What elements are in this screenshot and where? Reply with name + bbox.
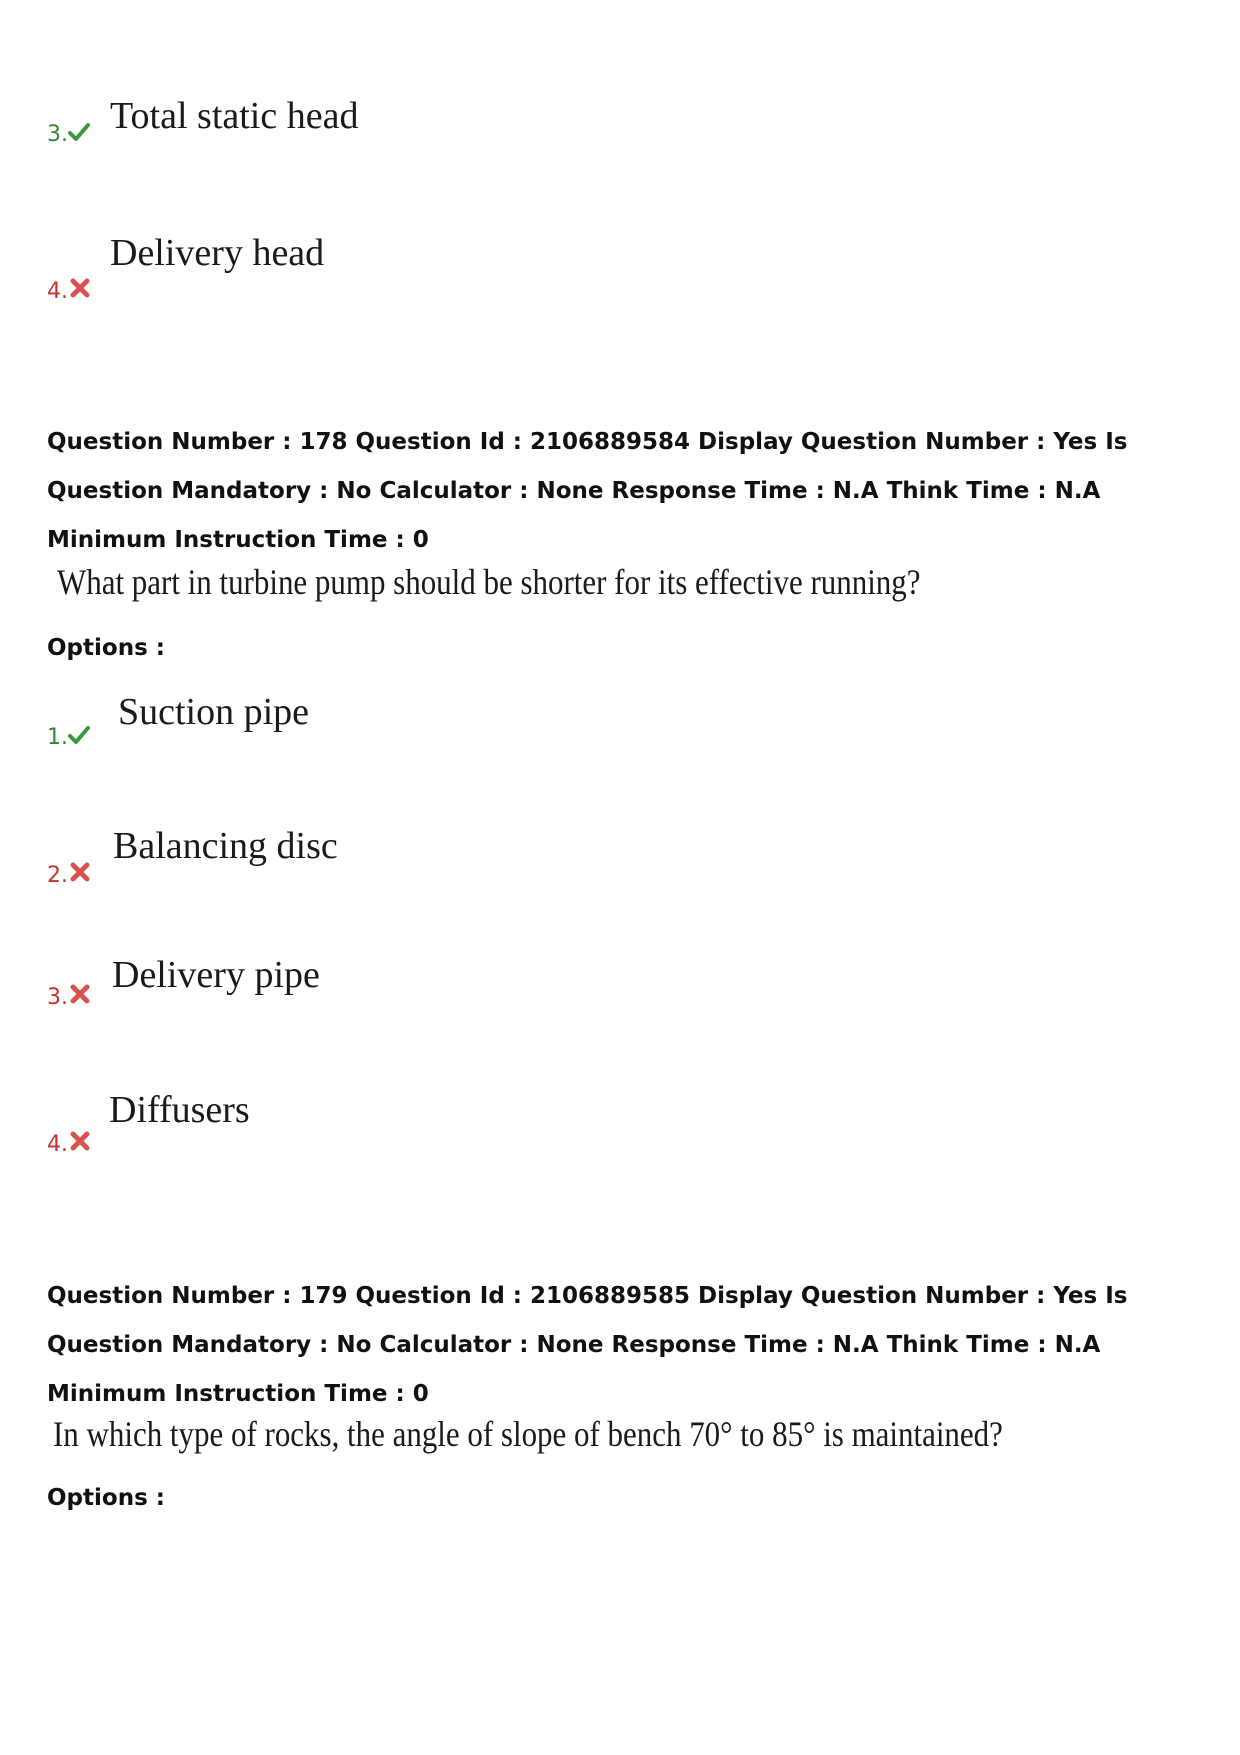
check-icon bbox=[68, 121, 90, 143]
question-meta: Question Number : 179 Question Id : 2106889585 Display Question Number : Yes Is Question Mandatory : No Calculator : None Response Time : N.A Think Time : N.A Minimum Instruction Time : 0 bbox=[47, 1283, 1128, 1407]
option-number: 1. bbox=[47, 725, 68, 750]
option-number: 2. bbox=[47, 863, 68, 888]
option-text: Suction pipe bbox=[118, 691, 310, 733]
option-text: Total static head bbox=[110, 95, 359, 137]
cross-icon bbox=[69, 1130, 91, 1152]
option-number: 3. bbox=[47, 985, 68, 1010]
cross-icon bbox=[69, 861, 91, 883]
option-text: Delivery head bbox=[110, 232, 325, 274]
cross-icon bbox=[69, 983, 91, 1005]
option-text: Balancing disc bbox=[113, 825, 338, 867]
check-icon bbox=[68, 724, 90, 746]
option-number: 4. bbox=[47, 1132, 68, 1157]
option-text: Delivery pipe bbox=[112, 954, 320, 996]
option-number: 3. bbox=[47, 122, 68, 147]
question-meta: Question Number : 178 Question Id : 2106889584 Display Question Number : Yes Is Question Mandatory : No Calculator : None Response Time : N.A Think Time : N.A Minimum Instruction Time : 0 bbox=[47, 429, 1128, 553]
cross-icon bbox=[69, 277, 91, 299]
question-text: In which type of rocks, the angle of slope of bench 70° to 85° is maintained? bbox=[53, 1414, 1003, 1454]
option-number: 4. bbox=[47, 279, 68, 304]
option-text: Diffusers bbox=[109, 1089, 250, 1131]
options-label: Options : bbox=[47, 635, 165, 661]
question-text: What part in turbine pump should be shorter for its effective running? bbox=[57, 562, 921, 602]
options-label: Options : bbox=[47, 1485, 165, 1511]
